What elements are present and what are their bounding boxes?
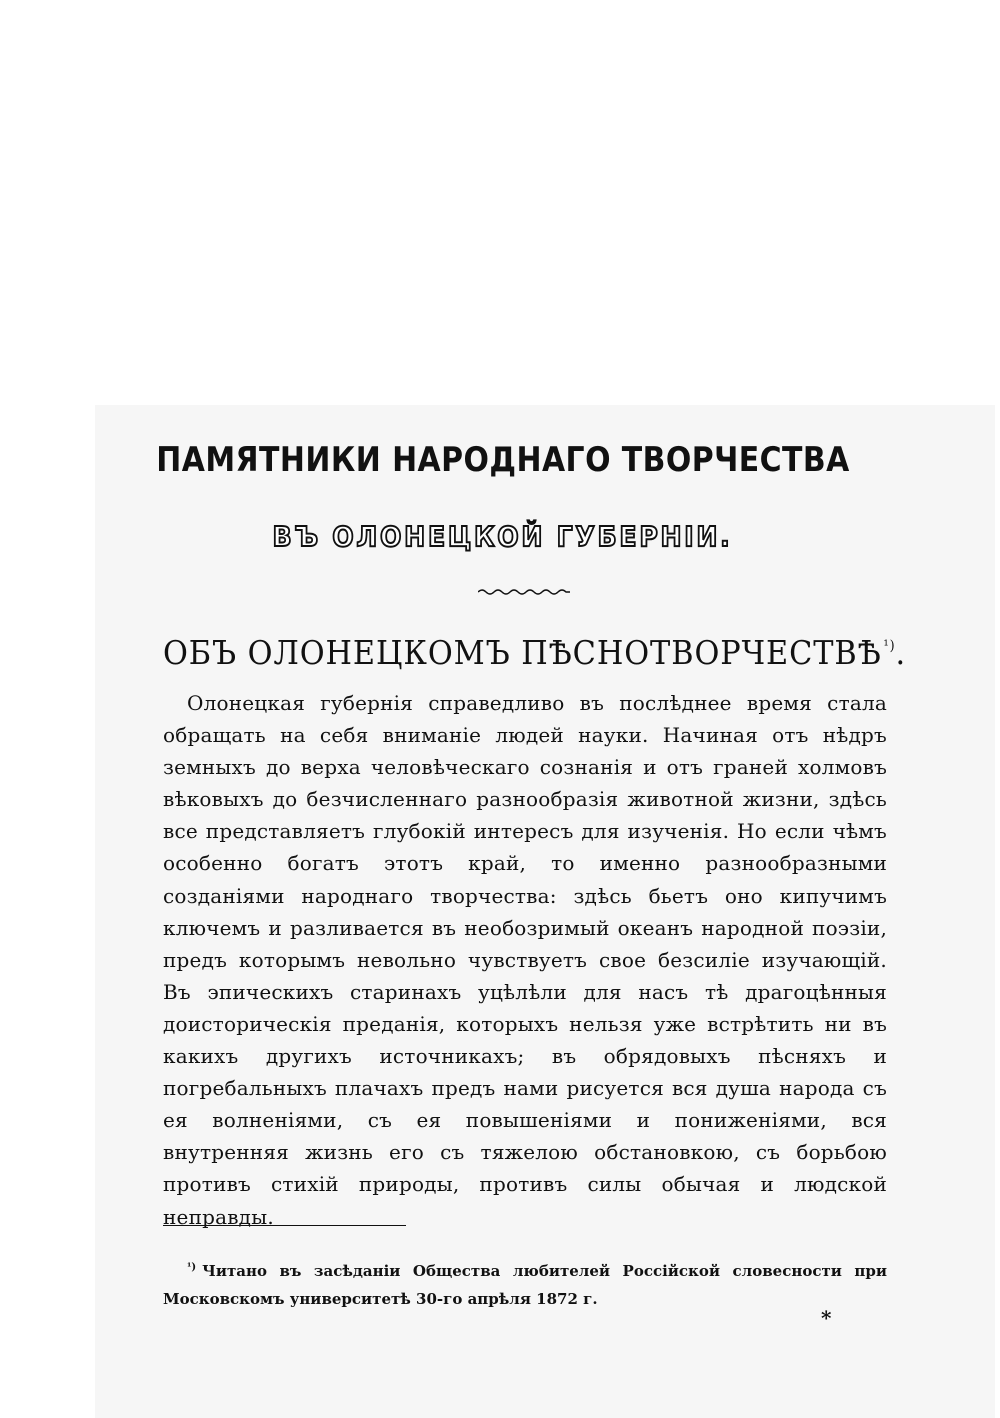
- footnote-reference-marker: ¹): [883, 638, 896, 654]
- document-subtitle: ВЪ ОЛОНЕЦКОЙ ГУБЕРНIИ.: [272, 520, 733, 553]
- footnote-separator: [163, 1225, 406, 1226]
- signature-mark: *: [821, 1306, 832, 1330]
- document-title: ПАМЯТНИКИ НАРОДНАГО ТВОРЧЕСТВА: [156, 440, 850, 480]
- footnote: [163, 1254, 887, 1313]
- footnote-text: Читано въ засѣданіи Общества любителей Россійской словесности при Московскомъ университетѣ 30-го апрѣля 1872 г.: [163, 1262, 887, 1308]
- ornament-divider: [478, 586, 570, 598]
- section-heading-text: ОБЪ ОЛОНЕЦКОМЪ ПѢСНОТВОРЧЕСТВѢ: [163, 633, 882, 672]
- section-heading: [163, 633, 907, 672]
- section-heading-period: .: [895, 633, 907, 672]
- footnote-marker: ¹): [187, 1262, 197, 1273]
- body-paragraph: Олонецкая губернія справедливо въ послѣднее время стала обращать на себя вниманіе людей науки. Начиная отъ нѣдръ земныхъ до верха человѣческаго сознанія и отъ граней холмовъ вѣковыхъ до безчисленнаго разнообразія животной жизни, здѣсь все представляетъ глубокій интересъ для изученія. Но если чѣмъ особенно богатъ этотъ край, то именно разнообразными созданіями народнаго творчества: здѣсь бьетъ оно кипучимъ ключемъ и разливается въ необозримый океанъ народной поэзіи, предъ которымъ невольно чувствуетъ свое безсиліе изучающій. Въ эпическихъ старинахъ уцѣлѣли для насъ тѣ драгоцѣнныя доисторическія преданія, которыхъ нельзя уже встрѣтить ни въ какихъ другихъ источникахъ; въ обрядовыхъ пѣсняхъ и погребальныхъ плачахъ предъ нами рисуется вся душа народа съ ея волненіями, съ ея повышеніями и пониженіями, вся внутренняя жизнь его съ тяжелою обстановкою, съ борьбою противъ стихій природы, противъ силы обычая и людской неправды.: [163, 691, 887, 1229]
